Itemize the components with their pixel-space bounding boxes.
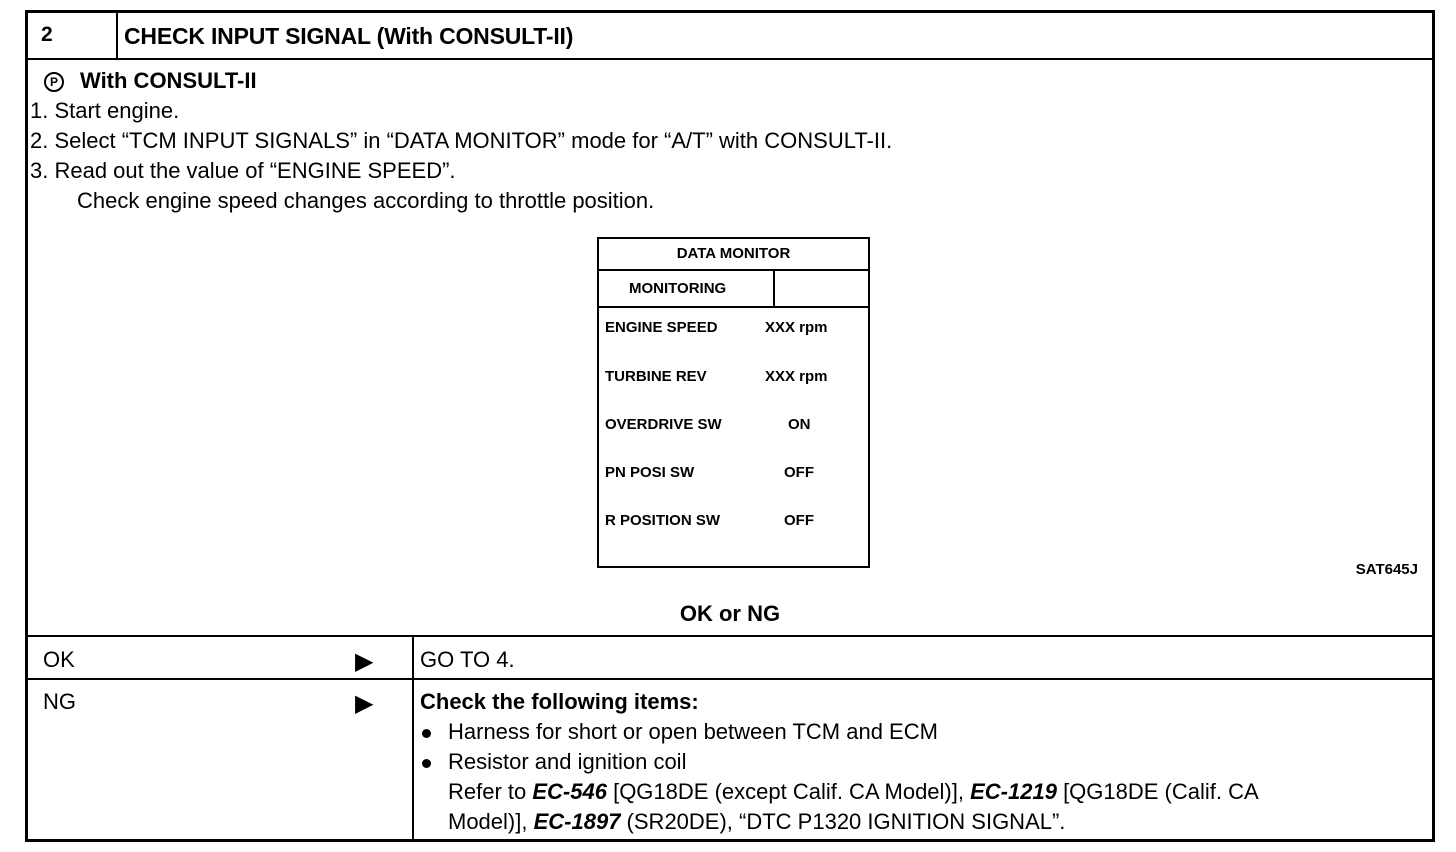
ok-arrow-icon: ▶ (355, 648, 374, 675)
step-2: 2. Select “TCM INPUT SIGNALS” in “DATA MONITOR” mode for “A/T” with CONSULT-II. (30, 128, 893, 153)
bullet-icon (422, 759, 431, 768)
monitor-item-label: OVERDRIVE SW (605, 416, 722, 433)
figure-reference: SAT645J (1355, 561, 1418, 578)
ng-item-harness: Harness for short or open between TCM and ECM (448, 719, 938, 744)
data-monitor-screen (597, 237, 870, 568)
bullet-icon (422, 729, 431, 738)
ref-text-2: [QG18DE (Calif. CA (1056, 779, 1259, 804)
ng-label: NG (43, 689, 76, 714)
ref-text-3: (SR20DE), “DTC P1320 IGNITION SIGNAL”. (620, 809, 1066, 834)
results-top-border (28, 635, 1432, 637)
results-column-divider (412, 635, 414, 842)
step-header (28, 13, 1432, 60)
ng-arrow-icon: ▶ (355, 690, 374, 717)
monitor-item-value: OFF (784, 512, 814, 529)
monitor-item-label: R POSITION SW (605, 512, 721, 529)
consult-icon: P (44, 72, 64, 92)
ref-link-ec546[interactable]: EC-546 (532, 779, 607, 804)
ok-or-ng-question: OK or NG (679, 601, 781, 626)
line2-start: Model)], (448, 809, 534, 834)
monitoring-row (599, 271, 868, 308)
refer-prefix: Refer to (448, 779, 533, 804)
header-divider (116, 13, 118, 58)
ok-action: GO TO 4. (420, 647, 515, 672)
monitor-item-label: ENGINE SPEED (605, 319, 718, 336)
procedure-table (25, 10, 1435, 842)
monitoring-label: MONITORING (629, 280, 727, 297)
monitor-item-label: TURBINE REV (605, 368, 707, 385)
data-monitor-title: DATA MONITOR (599, 239, 868, 271)
ref-text-1: [QG18DE (except Calif. CA Model)], (606, 779, 971, 804)
step-3: 3. Read out the value of “ENGINE SPEED”. (30, 158, 456, 183)
ok-label: OK (43, 647, 75, 672)
step-title: CHECK INPUT SIGNAL (With CONSULT-II) (124, 23, 574, 49)
with-consult-label: With CONSULT-II (80, 68, 257, 93)
ng-refer-line-2 (448, 809, 1065, 835)
monitor-item-value: OFF (784, 464, 814, 481)
monitor-item-label: PN POSI SW (605, 464, 695, 481)
step-3-continuation: Check engine speed changes according to throttle position. (77, 188, 655, 213)
ng-heading: Check the following items: (420, 689, 699, 714)
results-mid-border (28, 678, 1432, 680)
step-number: 2 (41, 23, 53, 46)
ref-link-ec1897[interactable]: EC-1897 (533, 809, 621, 834)
ng-refer-line-1 (448, 779, 1259, 805)
step-1: 1. Start engine. (30, 98, 180, 123)
monitor-item-value: ON (788, 416, 811, 433)
ref-link-ec1219[interactable]: EC-1219 (970, 779, 1057, 804)
ng-item-resistor: Resistor and ignition coil (448, 749, 687, 774)
monitoring-divider (773, 271, 775, 306)
monitor-item-value: XXX rpm (765, 368, 828, 385)
monitor-item-value: XXX rpm (765, 319, 828, 336)
